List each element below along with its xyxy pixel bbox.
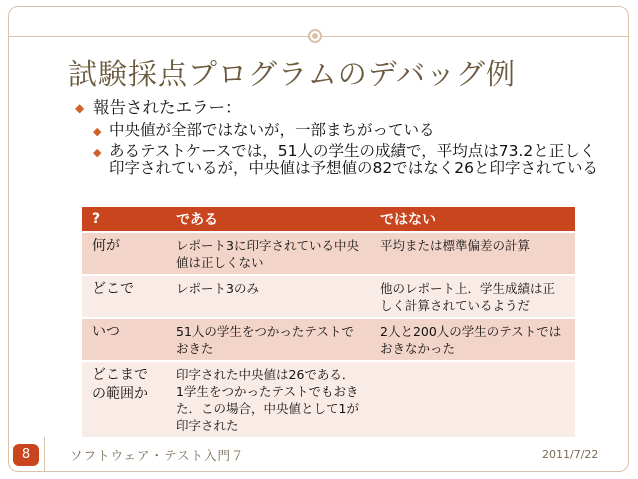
table-header-row xyxy=(82,207,575,232)
bullet-marker-icon: ◆ xyxy=(93,146,102,159)
table-cell: どこで xyxy=(82,275,166,318)
table-row xyxy=(82,232,575,275)
subbullet-item xyxy=(93,143,605,177)
table-header-cell: ではない xyxy=(370,207,575,232)
subbullet-item xyxy=(93,122,605,139)
table-cell: 2人と200人の学生のテストではおきなかった xyxy=(370,318,575,361)
table-header-cell: ? xyxy=(82,207,166,232)
table-cell: 他のレポート上．学生成績は正しく計算されているようだ xyxy=(370,275,575,318)
table-cell: 印字された中央値は26である．1学生をつかったテストでもおきた．この場合，中央値として1が印字された xyxy=(166,361,370,437)
slide-title: 試験採点プログラムのデバッグ例 xyxy=(68,57,516,91)
bullet-marker-icon: ◆ xyxy=(75,101,85,115)
table-cell xyxy=(370,361,575,437)
subbullet-text: あるテストケースでは，51人の学生の成績で，平均点は73.2と正しく印字されているが，中央値は予想値の82ではなく26と印字されている xyxy=(109,142,598,177)
table-row xyxy=(82,318,575,361)
bullet-text: 報告されたエラー： xyxy=(93,98,242,117)
footer-divider xyxy=(44,437,45,471)
table-cell: 51人の学生をつかったテストでおきた xyxy=(166,318,370,361)
analysis-table xyxy=(82,207,575,437)
table-cell: いつ xyxy=(82,318,166,361)
table-row xyxy=(82,361,575,437)
bullet-list xyxy=(75,98,605,177)
footer-title: ソフトウェア・テスト入門７ xyxy=(70,448,245,463)
page-number: 8 xyxy=(13,444,39,466)
header-ornament xyxy=(308,29,322,43)
bullet-item xyxy=(75,98,605,118)
table-header-cell: である xyxy=(166,207,370,232)
table-cell: レポート3に印字されている中央値は正しくない xyxy=(166,232,370,275)
table-cell: 平均または標準偏差の計算 xyxy=(370,232,575,275)
table-row xyxy=(82,275,575,318)
table-cell: どこまでの範囲か xyxy=(82,361,166,437)
bullet-marker-icon: ◆ xyxy=(93,125,102,138)
table-cell: レポート3のみ xyxy=(166,275,370,318)
subbullet-text: 中央値が全部ではないが，一部まちがっている xyxy=(109,121,435,139)
table-cell: 何が xyxy=(82,232,166,275)
footer-date: 2011/7/22 xyxy=(542,448,599,461)
